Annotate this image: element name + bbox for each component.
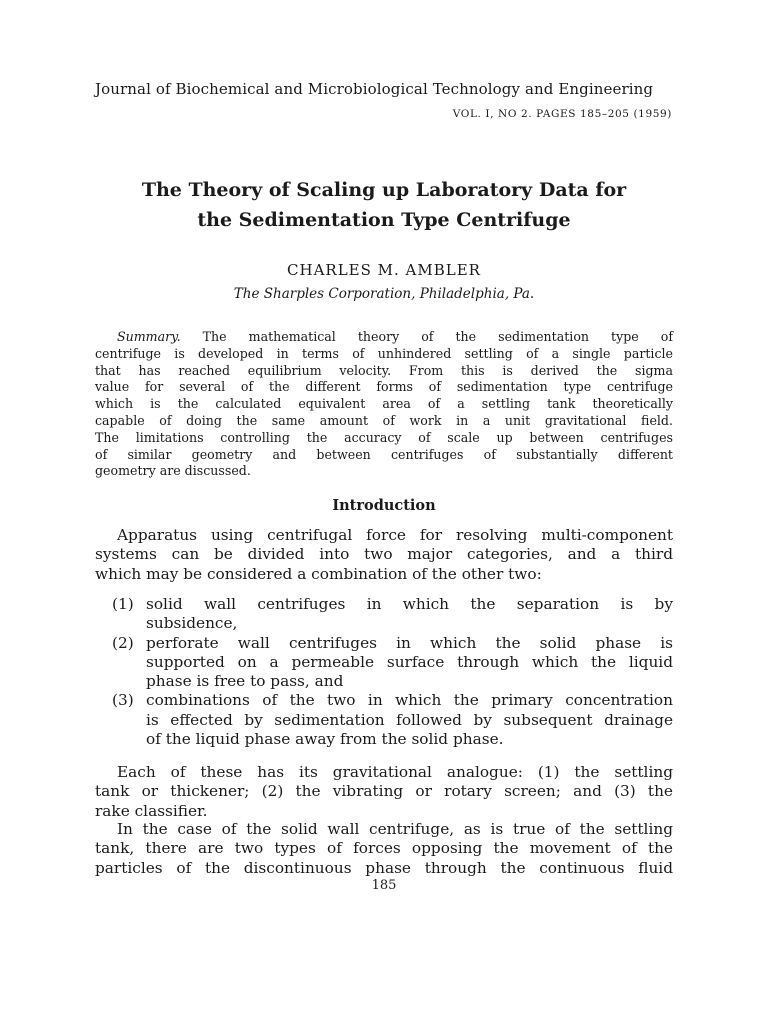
list-line: phase is free to pass, and	[146, 672, 344, 691]
title-line: the Sedimentation Type Centrifuge	[197, 209, 571, 231]
list-line: perforate wall centrifuges in which the solid phase is	[146, 633, 673, 652]
list-item	[95, 595, 673, 634]
body-line: tank, there are two types of forces opposing the movement of the	[95, 839, 673, 858]
journal-name: Journal of Biochemical and Microbiological Technology and Engineering	[95, 80, 654, 98]
body-line: Apparatus using centrifugal force for resolving multi-component	[117, 526, 673, 544]
list-number: (1)	[112, 595, 134, 613]
category-list	[95, 595, 673, 749]
summary-line: value for several of the different forms of sedimentation type centrifuge	[95, 379, 673, 395]
summary-first-line-text: The mathematical theory of the sedimentation type of	[180, 329, 673, 344]
summary-abstract	[95, 329, 673, 480]
summary-line: of similar geometry and between centrifuges of substantially different	[95, 446, 673, 462]
page-number: 185	[371, 878, 397, 893]
list-line: is effected by sedimentation followed by subsequent drainage	[146, 710, 673, 729]
summary-line: geometry are discussed.	[95, 463, 251, 479]
body-line: particles of the discontinuous phase through the continuous fluid	[95, 858, 673, 877]
summary-line: that has reached equilibrium velocity. From this is derived the sigma	[95, 362, 673, 378]
list-line: subsidence,	[146, 614, 238, 633]
list-line: solid wall centrifuges in which the separation is by	[146, 595, 673, 613]
solid-wall-paragraph	[95, 820, 673, 878]
body-line: rake classifier.	[95, 801, 208, 820]
list-line: supported on a permeable surface through which the liquid	[146, 652, 673, 671]
list-number: (2)	[112, 633, 134, 652]
body-line: which may be considered a combination of the other two:	[95, 564, 542, 583]
summary-label: Summary.	[117, 329, 181, 344]
title-line: The Theory of Scaling up Laboratory Data for	[141, 179, 627, 201]
author-affiliation: The Sharples Corporation, Philadelphia, Pa.	[233, 286, 535, 302]
body-line: Each of these has its gravitational analogue: (1) the settling	[117, 763, 673, 781]
paper-title	[95, 175, 673, 235]
summary-line: which is the calculated equivalent area of a settling tank theoretically	[95, 396, 673, 412]
section-heading: Introduction	[332, 497, 436, 514]
volume-info: VOL. I, NO 2. PAGES 185–205 (1959)	[452, 108, 672, 120]
summary-line	[95, 329, 673, 346]
author-name: CHARLES M. AMBLER	[287, 261, 481, 279]
list-item	[95, 634, 673, 692]
list-line: of the liquid phase away from the solid phase.	[146, 730, 504, 749]
body-line: tank or thickener; (2) the vibrating or rotary screen; and (3) the	[95, 782, 673, 801]
summary-line: The limitations controlling the accuracy of scale up between centrifuges	[95, 429, 673, 445]
summary-line: centrifuge is developed in terms of unhindered settling of a single particle	[95, 345, 673, 361]
summary-line: capable of doing the same amount of work in a unit gravitational field.	[95, 412, 673, 428]
list-line: combinations of the two in which the primary concentration	[146, 691, 673, 710]
analogue-paragraph	[95, 763, 673, 821]
intro-paragraph	[95, 526, 673, 584]
body-line: In the case of the solid wall centrifuge, as is true of the settling	[117, 820, 673, 838]
list-item	[95, 691, 673, 749]
body-line: systems can be divided into two major categories, and a third	[95, 545, 673, 564]
list-number: (3)	[112, 691, 134, 710]
